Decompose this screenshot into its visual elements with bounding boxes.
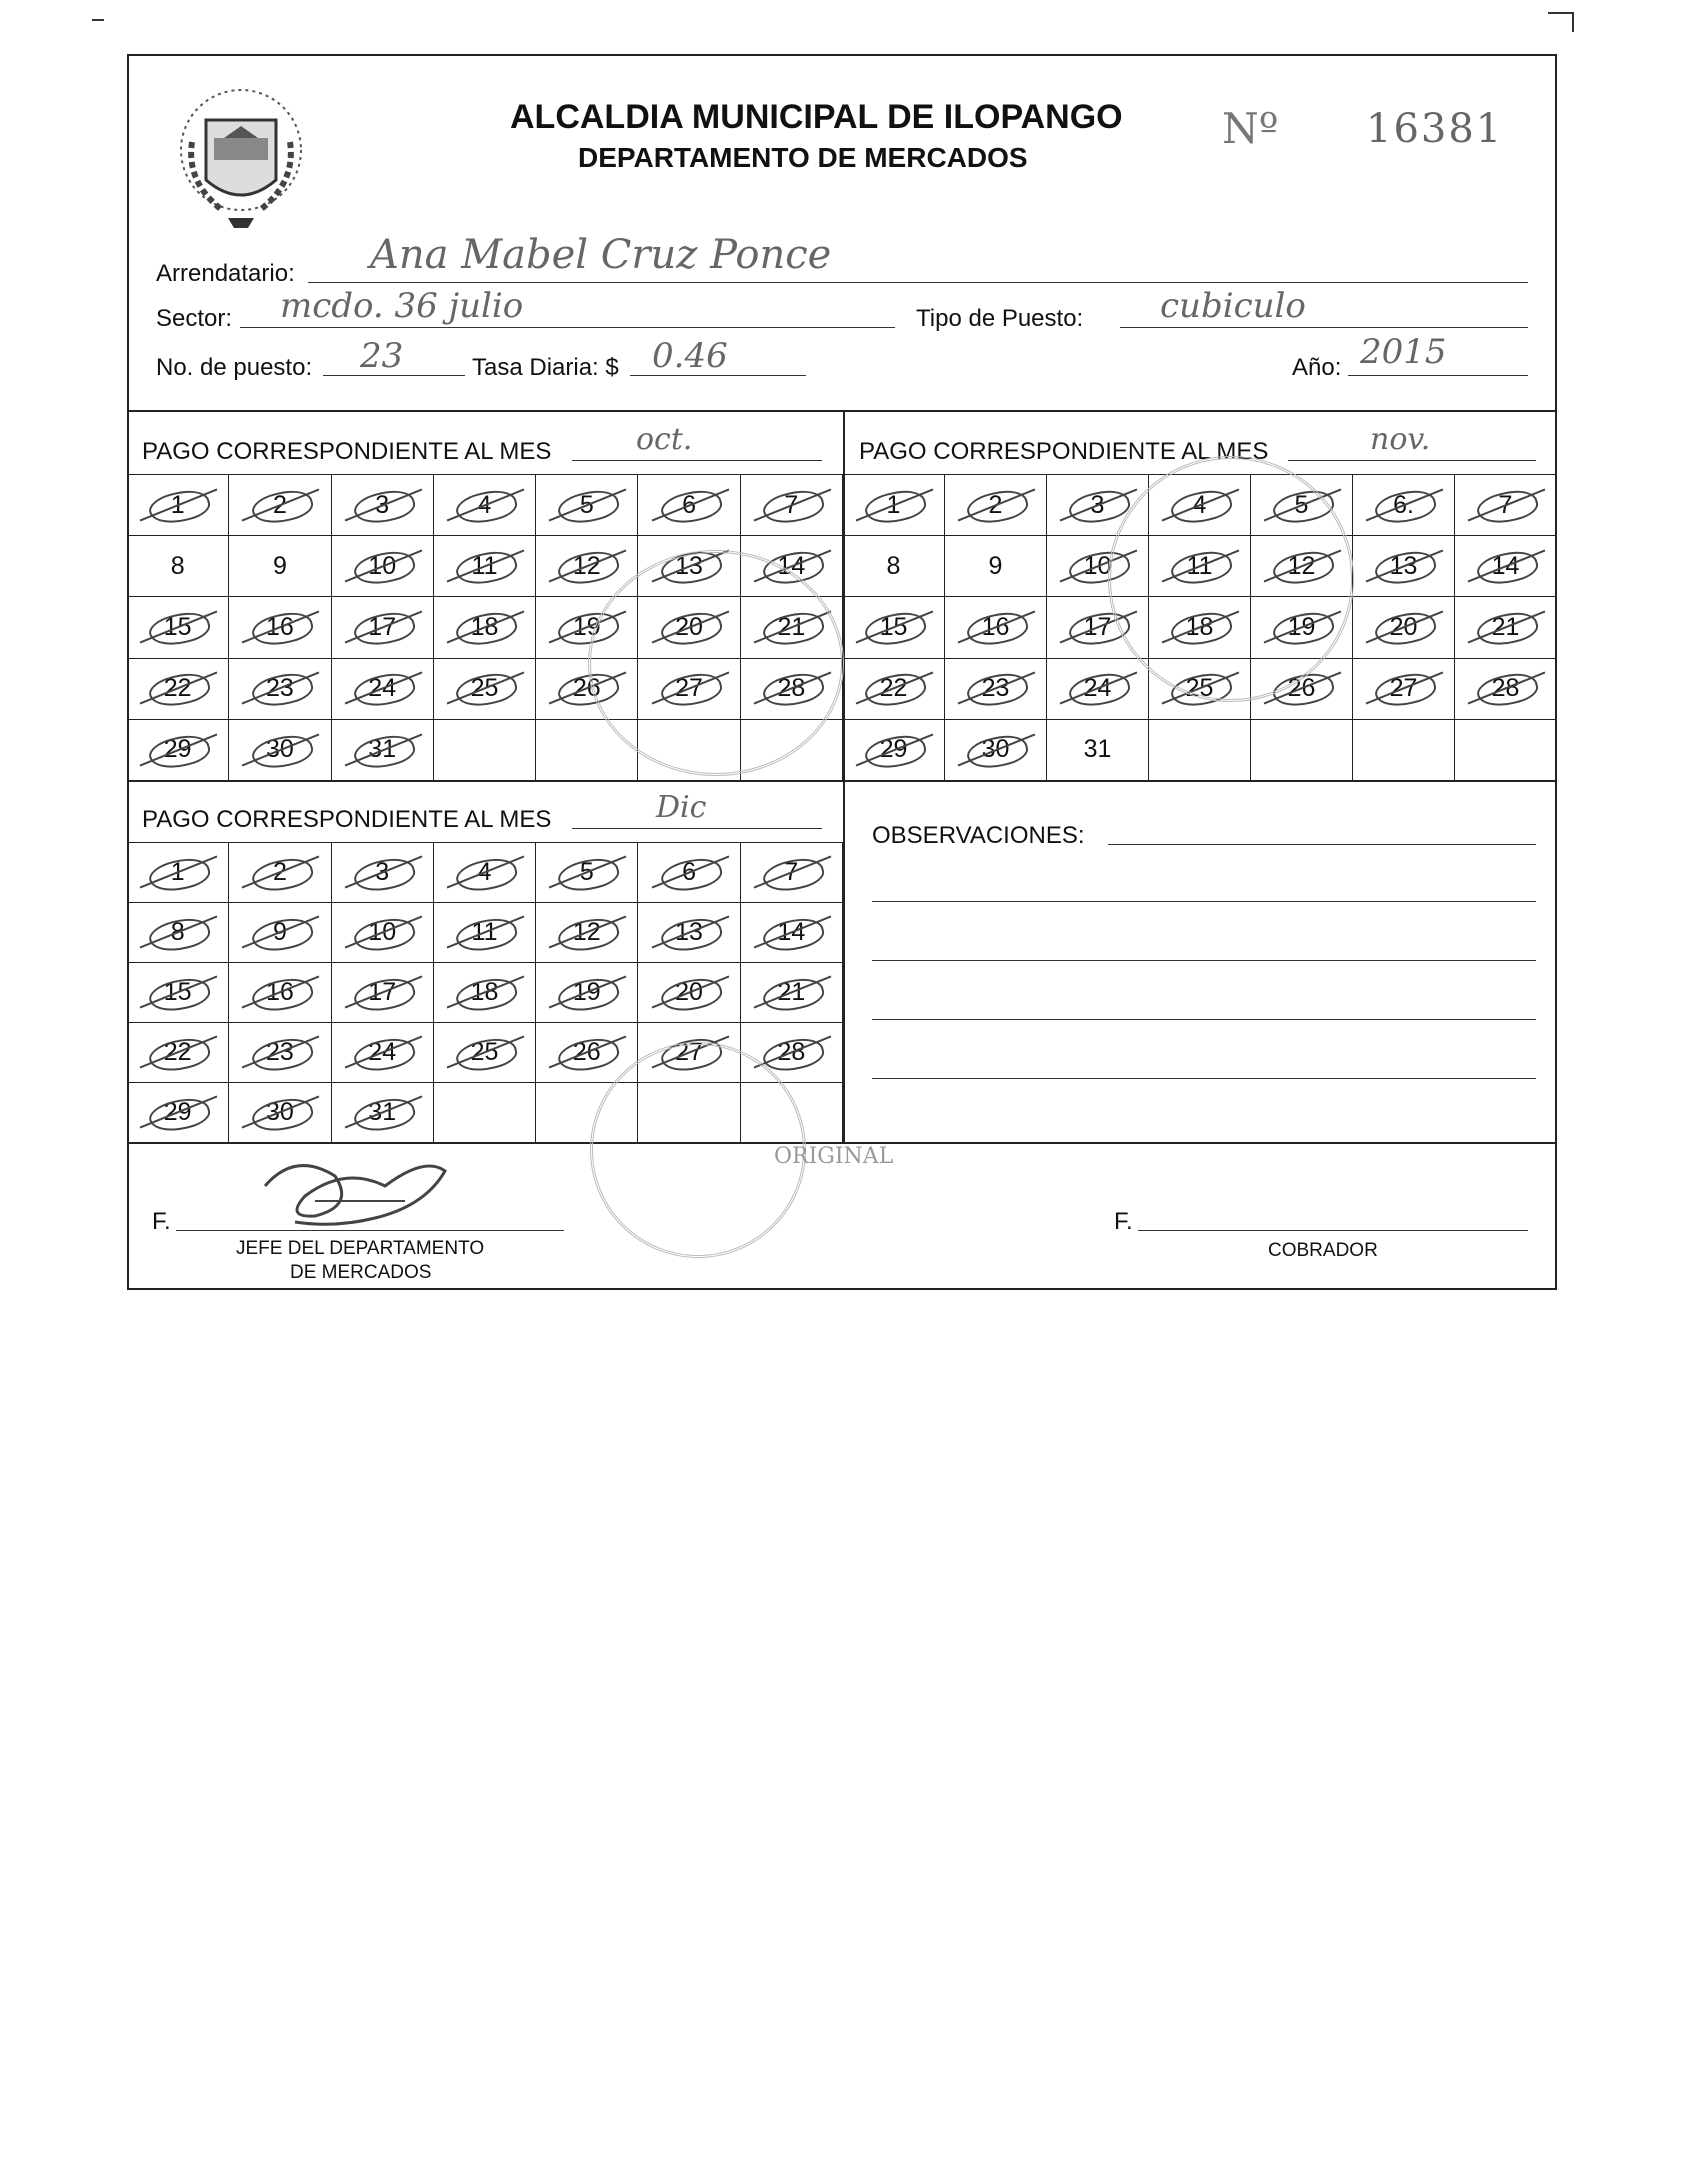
day-cell: 5 (1251, 475, 1353, 536)
day-cell: 22 (127, 1023, 229, 1083)
day-cell: 20 (1353, 597, 1455, 658)
month-oct-label: PAGO CORRESPONDIENTE AL MES (142, 438, 552, 465)
day-cell: 26 (536, 659, 638, 720)
day-cell: 16 (229, 597, 331, 658)
day-cell: 18 (434, 597, 536, 658)
anio-line (1348, 375, 1528, 376)
day-cell (1251, 720, 1353, 781)
page-title: ALCALDIA MUNICIPAL DE ILOPANGO (510, 98, 1123, 136)
day-cell: 11 (1149, 536, 1251, 597)
day-cell: 30 (229, 1083, 331, 1143)
official-stamp (588, 550, 844, 776)
form-number: 16381 (1366, 106, 1504, 152)
day-cell (1455, 720, 1557, 781)
day-cell: 27 (1353, 659, 1455, 720)
observaciones-line (872, 901, 1536, 902)
day-cell: 31 (332, 720, 434, 781)
day-cell (434, 720, 536, 781)
official-stamp (1108, 456, 1354, 702)
day-cell: 13 (1353, 536, 1455, 597)
day-cell (434, 1083, 536, 1143)
puesto-label: No. de puesto: (156, 354, 313, 381)
day-cell: 4 (1149, 475, 1251, 536)
tipo-puesto-value: cubiculo (1160, 286, 1306, 326)
left-signature-title: JEFE DEL DEPARTAMENTO (236, 1238, 485, 1259)
day-cell: 1 (127, 475, 229, 536)
puesto-value: 23 (360, 336, 404, 376)
municipal-seal-icon (172, 82, 310, 232)
day-cell: 5 (536, 475, 638, 536)
day-cell: 21 (1455, 597, 1557, 658)
anio-value: 2015 (1360, 332, 1447, 372)
arrendatario-line (308, 282, 1528, 283)
day-cell: 2 (229, 843, 331, 903)
day-cell: 29 (127, 1083, 229, 1143)
day-cell: 29 (127, 720, 229, 781)
day-cell: 23 (229, 1023, 331, 1083)
day-cell (1353, 720, 1455, 781)
day-cell: 29 (843, 720, 945, 781)
month-nov-label: PAGO CORRESPONDIENTE AL MES (859, 438, 1269, 465)
day-cell: 6 (638, 843, 740, 903)
observaciones-line (872, 960, 1536, 961)
page-subtitle: DEPARTAMENTO DE MERCADOS (578, 142, 1028, 173)
right-signature-prefix: F. (1114, 1208, 1133, 1235)
left-signature-line (176, 1230, 564, 1231)
observaciones-line (872, 1019, 1536, 1020)
day-cell: 23 (945, 659, 1047, 720)
day-cell: 14 (741, 536, 843, 597)
day-cell: 19 (1251, 597, 1353, 658)
day-cell: 26 (536, 1023, 638, 1083)
day-cell: 10 (332, 536, 434, 597)
day-cell: 2 (229, 475, 331, 536)
day-cell: 9 (229, 903, 331, 963)
day-cell: 3 (332, 843, 434, 903)
day-cell: 23 (229, 659, 331, 720)
day-cell: 11 (434, 903, 536, 963)
day-cell: 19 (536, 597, 638, 658)
day-cell: 24 (332, 659, 434, 720)
day-cell (1149, 720, 1251, 781)
left-signature-subtitle: DE MERCADOS (290, 1262, 432, 1283)
month-nov-value: nov. (1370, 422, 1431, 457)
day-cell: 25 (434, 659, 536, 720)
anio-label: Año: (1292, 354, 1342, 381)
month-dec-line (572, 828, 822, 829)
day-cell: 30 (945, 720, 1047, 781)
tasa-label: Tasa Diaria: $ (472, 354, 619, 381)
day-cell: 13 (638, 536, 740, 597)
day-cell: 20 (638, 963, 740, 1023)
day-cell: 12 (536, 536, 638, 597)
day-cell: 17 (332, 963, 434, 1023)
day-cell: 12 (536, 903, 638, 963)
day-cell: 22 (843, 659, 945, 720)
day-cell: 7 (741, 475, 843, 536)
day-cell: 14 (741, 903, 843, 963)
day-cell: 4 (434, 843, 536, 903)
day-cell: 6 (638, 475, 740, 536)
day-cell: 11 (434, 536, 536, 597)
day-cell: 25 (1149, 659, 1251, 720)
day-cell: 26 (1251, 659, 1353, 720)
month-oct-line (572, 460, 822, 461)
day-cell: 15 (127, 597, 229, 658)
sector-label: Sector: (156, 305, 233, 332)
day-cell: 28 (1455, 659, 1557, 720)
day-cell: 12 (1251, 536, 1353, 597)
day-cell: 16 (945, 597, 1047, 658)
observaciones-line (1108, 844, 1536, 845)
day-cell: 28 (741, 1023, 843, 1083)
day-cell: 14 (1455, 536, 1557, 597)
day-cell: 4 (434, 475, 536, 536)
tipo-puesto-line (1120, 327, 1528, 328)
tasa-value: 0.46 (652, 336, 728, 376)
day-cell: 3 (332, 475, 434, 536)
day-cell: 10 (332, 903, 434, 963)
day-cell: 10 (1047, 536, 1149, 597)
month-oct-value: oct. (636, 422, 693, 457)
day-cell: 30 (229, 720, 331, 781)
day-cell: 9 (945, 536, 1047, 597)
day-cell: 8 (127, 903, 229, 963)
day-cell: 31 (332, 1083, 434, 1143)
day-cell: 24 (332, 1023, 434, 1083)
day-cell: 17 (332, 597, 434, 658)
scan-mark (1572, 12, 1574, 32)
day-cell: 25 (434, 1023, 536, 1083)
observaciones-line (872, 1078, 1536, 1079)
day-cell: 21 (741, 963, 843, 1023)
number-label: Nº (1222, 104, 1279, 153)
right-signature-line (1138, 1230, 1528, 1231)
sector-value: mcdo. 36 julio (280, 286, 524, 326)
day-cell: 31 (1047, 720, 1149, 781)
signature-mark (255, 1146, 465, 1236)
tipo-puesto-label: Tipo de Puesto: (916, 305, 1084, 332)
arrendatario-label: Arrendatario: (156, 260, 295, 287)
day-cell: 8 (843, 536, 945, 597)
day-cell: 7 (1455, 475, 1557, 536)
day-cell: 9 (229, 536, 331, 597)
day-cell: 1 (127, 843, 229, 903)
day-cell: 3 (1047, 475, 1149, 536)
day-cell: 13 (638, 903, 740, 963)
day-cell: 7 (741, 843, 843, 903)
day-cell: 28 (741, 659, 843, 720)
day-cell: 18 (434, 963, 536, 1023)
day-cell: 5 (536, 843, 638, 903)
day-cell: 20 (638, 597, 740, 658)
month-dec-label: PAGO CORRESPONDIENTE AL MES (142, 806, 552, 833)
scan-mark (1548, 12, 1574, 14)
observaciones-label: OBSERVACIONES: (872, 822, 1085, 849)
scan-mark (92, 19, 104, 21)
day-cell: 6. (1353, 475, 1455, 536)
original-mark: ORIGINAL (774, 1144, 894, 1169)
day-cell: 15 (127, 963, 229, 1023)
day-cell: 19 (536, 963, 638, 1023)
right-signature-title: COBRADOR (1268, 1240, 1378, 1261)
day-cell: 15 (843, 597, 945, 658)
day-cell: 8 (127, 536, 229, 597)
left-signature-prefix: F. (152, 1208, 171, 1235)
month-dec-value: Dic (656, 790, 707, 825)
arrendatario-value: Ana Mabel Cruz Ponce (370, 232, 832, 278)
day-cell: 2 (945, 475, 1047, 536)
day-cell: 22 (127, 659, 229, 720)
day-cell: 24 (1047, 659, 1149, 720)
day-cell: 1 (843, 475, 945, 536)
day-cell: 16 (229, 963, 331, 1023)
sector-line (240, 327, 895, 328)
day-cell: 17 (1047, 597, 1149, 658)
day-cell: 27 (638, 1023, 740, 1083)
day-cell: 18 (1149, 597, 1251, 658)
day-cell: 27 (638, 659, 740, 720)
day-cell: 21 (741, 597, 843, 658)
month-nov-line (1288, 460, 1536, 461)
divider (127, 410, 1557, 412)
